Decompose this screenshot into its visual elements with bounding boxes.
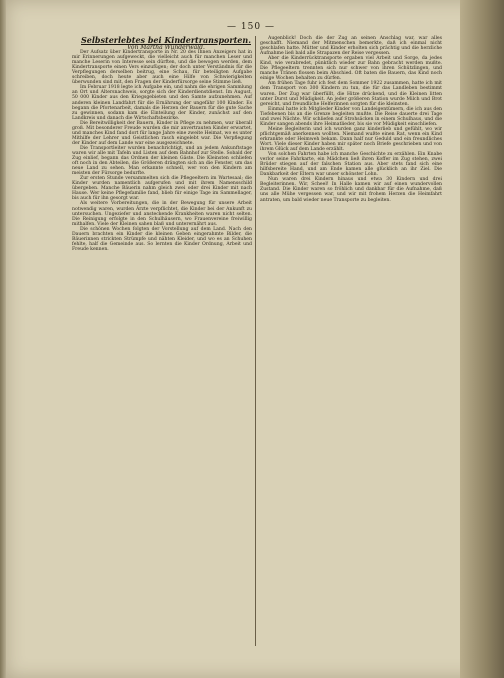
article-byline: Von Martha Wunderwald. bbox=[127, 44, 205, 51]
article-paragraph: Der Aufsatz über Kindertransporte in Nr. 20 des Ihnen Anzeigers hat in mir Erinnerungen aufgeweckt, die vielleicht auch für manchen Leser und manche Leserin von Interesse sein dürften, und die bewogen werden, dem Kindertransporte einen Vers einzufügen; der doch unter Verständnis für die Verpflegungen derselben beitrug, eine Schau, für beteiligten Aufgabe schreiben, doch heute aber auch eine Hilfe von Schwierigkeiten überwunden sind mit, den Fragen der Kinderfürsorge seine Stimme ließ. bbox=[72, 50, 252, 86]
column-divider bbox=[255, 36, 256, 646]
article-column-left bbox=[72, 36, 252, 252]
newspaper-page bbox=[6, 0, 496, 678]
article-paragraph: Nun waren drei Kindern hinaus und etwa 30 Kindern und drei Begleiterinnen. Wir, Scheel! In Halle kamen wir auf einen wundervollen Zustand. Die Kinder waren so fröhlich und dankbar für die Aufnahme, daß uns alle Mühe vergessen war, und wir mit frohem Herzen die Heimfahrt antraten, um bald wieder neue Transporte zu begleiten. bbox=[260, 177, 442, 203]
article-paragraph: Von solchen Fahrten habe ich manche Geschichte zu erzählen. Ein Knabe verlor seine Fahrkarte, ein Mädchen ließ ihren Koffer im Zug stehen, zwei Brüder stiegen auf der falschen Station aus. Aber stets fand sich eine hilfsbereite Hand, und am Ende kamen alle glücklich an ihr Ziel. Die Dankbarkeit der Eltern war unser schönster Lohn. bbox=[260, 152, 442, 178]
article-paragraph: Im Februar 1918 legte ich Aufgabe ein, und nahm die ehrigen Sammlung an Ort und Altersnachweis, sorgte sich der Kinderdienstdienst. Im August, 50 000 Kinder aus den Kriegsgebieten und den Samte aufzunehmen. Auf anderen kleinen Landfahrt für die Ernährung der ungefähr 100 Kinder. Es begann die Pfortenarbeit, damals die Herzen der Bauern für die gute Sache zu gewinnen, sodann kam die Einteilung der Kinder, zunächst auf den Landkreis und danach die Wirtschaftsbezirke. bbox=[72, 85, 252, 121]
article-paragraph: Die Bereitwilligkeit der Bauern, Kinder in Pflege zu nehmen, war überall groß. Mit besonderer Freude wurden die mir anvertrauten Kinder erwartet, und manches Kind fand dort für lange Jahre eine zweite Heimat, wo es unter Mithilfe der Lehrer und Geistlichen rasch eingelebt war. Die Verpflegung der Kinder auf dem Lande war eine ausgezeichnete. bbox=[72, 120, 252, 146]
article-column-right bbox=[260, 36, 442, 203]
page-number: — 150 — bbox=[227, 22, 275, 32]
article-paragraph: Als weitere Vorbereitungen, die in der Bewegung für unsere Arbeit notwendig waren, wurden Ärzte verpflichtet, die Kinder bei der Ankunft zu untersuchen. Ungeziefer und ansteckende Krankheiten waren nicht selten. Die Reinigung erfolgte in den Schulhäusern, wo Frauenvereine freiwillig mithalfen. Viele der Kleinen sahen blaß und unterernährt aus. bbox=[72, 201, 252, 227]
article-paragraph: Einmal hatte ich Mitglieder Kinder von Landeigentümern, die ich aus den Tiefebenen bis an die Grenze begleiten mußte. Die Reise dauerte drei Tage und zwei Nächte. Wir schliefen auf Strohsäcken in einem Schulhaus, und die Kinder sangen abends ihre Heimatlieder, bis sie vor Müdigkeit einschliefen. bbox=[260, 106, 442, 127]
book-binding-edge bbox=[460, 0, 504, 678]
article-paragraph: Am frühen Tage fuhr ich fest dem Sommer 1922 zusammen, hatte ich mit dem Transport von 300 Kindern zu tun, die für das Landleben bestimmt waren. Der Zug war überfüllt, die Hitze drückend, und die Kleinen litten unter Durst und Müdigkeit. An jeder größeren Station wurde Milch und Brot gereicht, und freundliche Helferinnen sorgten für die kleinsten. bbox=[260, 81, 442, 107]
article-paragraph: Augenblick! Doch die der Zug an seinen Anschlag war, war alles geschafft. Niemand der Mitmenschen bemerkte, daß ich einmal nicht geschlafen hatte. Mütter und Kinder erholten sich prächtig und die herzliche Aufnahme ließ bald alle Strapazen der Reise vergessen. bbox=[260, 36, 442, 57]
article-paragraph: Zur ersten Stunde versammelten sich die Pflegeeltern im Wartesaal; die Kinder wurden namentlich aufgerufen und mit ihrem Namensschild übergeben. Manche Bäuerin nahm gleich zwei oder drei Kinder mit nach Hause. Wer keine Pflegefamilie fand, blieb für einige Tage im Sammellager, bis auch für ihn gesorgt war. bbox=[72, 176, 252, 202]
article-paragraph: Meine Begleiterin und ich wurden ganz kinderlieb und gefühlt, wo wir pflichtgemäß anerkennen wollten. Niemand wußte einen Rat, wenn ein Kind erkrankte oder Heimweh bekam. Dann half nur Geduld und ein freundliches Wort. Viele dieser Kinder haben mir später noch Briefe geschrieben und von ihrem Glück auf dem Lande erzählt. bbox=[260, 126, 442, 153]
article-paragraph: Die Transportleiter wurden benachrichtigt, und an jedem Ankunftstage waren wir alle mit Tafeln und Listen auf dem Bahnhof zur Stelle. Sobald der Zug einlief, begann das Ordnen der kleinen Gäste. Die Kleinsten schliefen oft noch in den Abteilen, die Größeren drängten sich an die Fenster, um das neue Land zu sehen. Man erkannte schnell, wer von den Kindern am meisten der Fürsorge bedurfte. bbox=[72, 145, 252, 177]
article-paragraph: Die schönen Wochen folgten der Vorstellung auf dem Land. Nach den Dauern brachten ein Kinder die kleinen Geben eingerahmte Bilder, die Bäuerinnen strickten Strümpfe und nähten Kleider, und wo es an Schuhen fehlte, half die Gemeinde aus. So lernten die Kinder Ordnung, Arbeit und Freude kennen. bbox=[72, 226, 252, 252]
article-paragraph: Aber die Kinderrücktransporte ergaben viel Arbeit und Sorge, da jedes Kind, wie verabredet, pünktlich wieder zur Bahn gebracht werden mußte. Die Pflegeeltern trennten sich nur schwer von ihren Schützlingen, und manche Tränen flossen beim Abschied. Oft baten die Bauern, das Kind noch einige Wochen behalten zu dürfen. bbox=[260, 56, 442, 82]
article-title: Selbsterlebtes bei Kindertransporten. bbox=[81, 35, 251, 45]
